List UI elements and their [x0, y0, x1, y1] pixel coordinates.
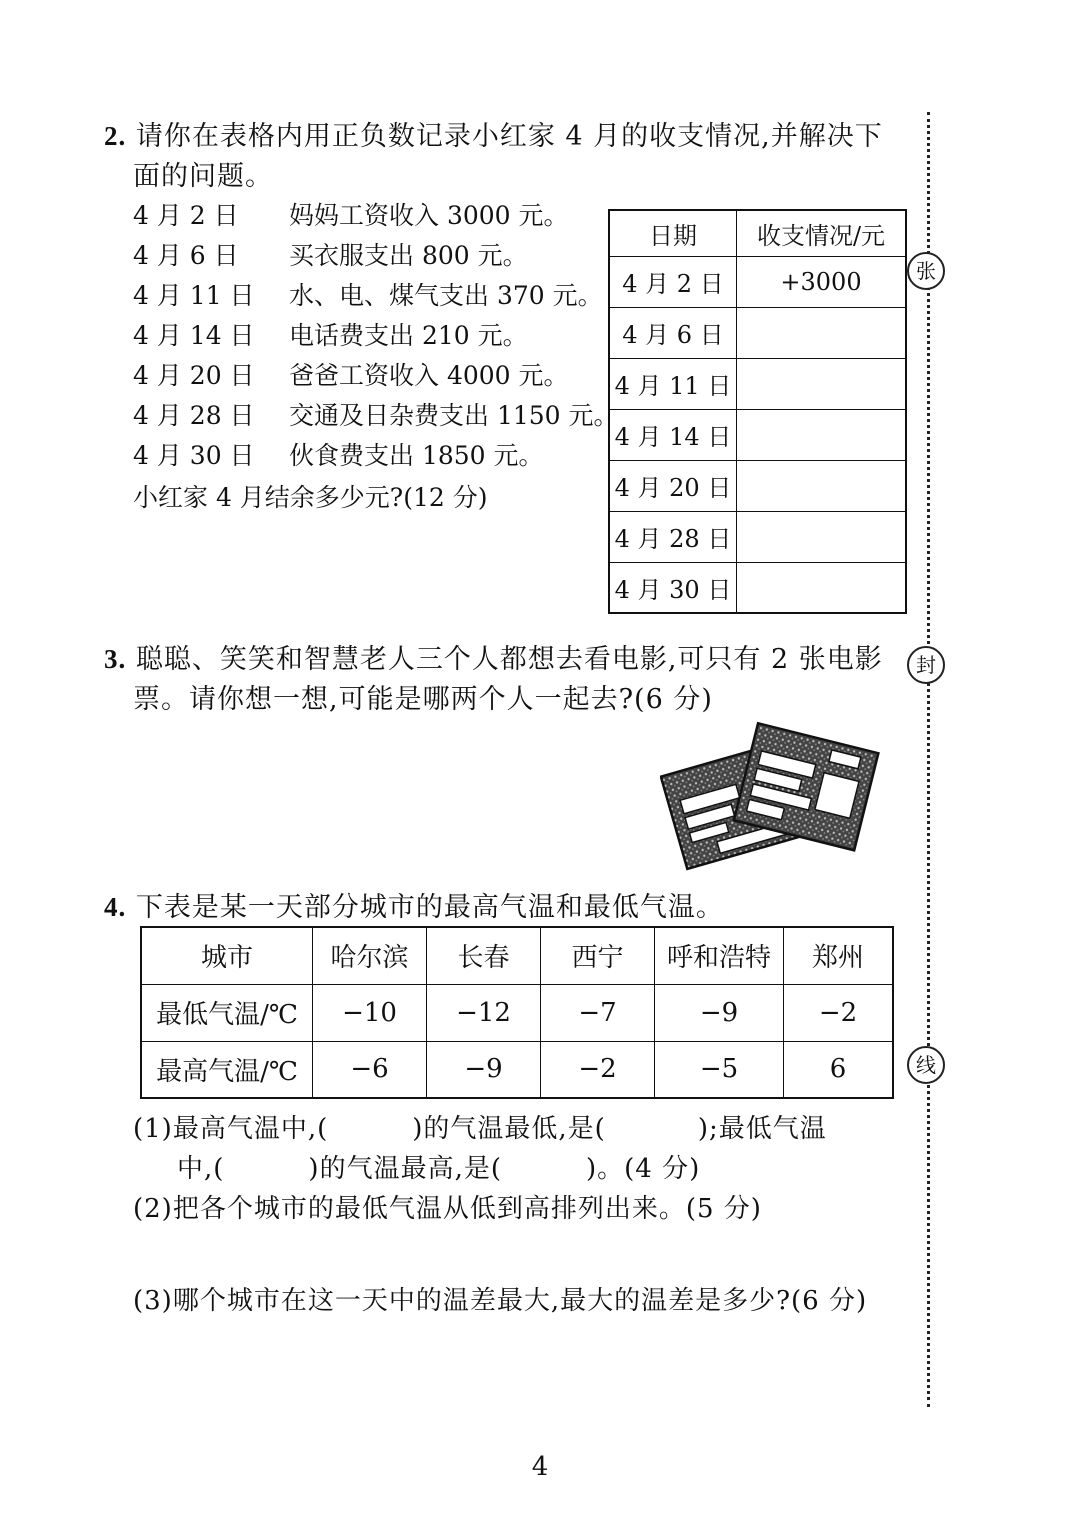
q4-sub1-part-b: )的气温最低,是( [412, 1114, 606, 1144]
table-cell-amount[interactable] [737, 562, 907, 613]
row-label: 最高气温/℃ [141, 1041, 313, 1098]
q4-number: 4. [104, 892, 127, 922]
q2-entry-text: 电话费支出 210 元。 [289, 321, 528, 350]
table-header: 西宁 [541, 927, 655, 984]
table-header: 日期 [609, 210, 737, 256]
q2-question: 小红家 4 月结余多少元?(12 分) [133, 483, 488, 512]
q4-sub2: (2)把各个城市的最低气温从低到高排列出来。(5 分) [133, 1194, 762, 1224]
q2-entry-text: 妈妈工资收入 3000 元。 [289, 201, 569, 230]
q2-entry-date: 4 月 30 日 [133, 441, 255, 470]
table-cell: −2 [784, 984, 894, 1041]
table-cell-date: 4 月 14 日 [609, 409, 737, 460]
q2-entry-date: 4 月 11 日 [133, 281, 255, 310]
q2-line2: 面的问题。 [133, 161, 273, 192]
table-cell-date: 4 月 28 日 [609, 511, 737, 562]
table-header: 郑州 [784, 927, 894, 984]
movie-tickets-illustration [660, 716, 880, 876]
q4-sub1-part-a: (1)最高气温中,( [133, 1114, 329, 1144]
q3-line2: 票。请你想一想,可能是哪两个人一起去?(6 分) [133, 684, 713, 715]
page-number: 4 [531, 1452, 549, 1482]
table-header: 收支情况/元 [737, 210, 907, 256]
q2-entry-text: 水、电、煤气支出 370 元。 [289, 281, 603, 310]
table-cell-date: 4 月 2 日 [609, 256, 737, 307]
income-expense-table [608, 209, 907, 614]
binding-mark-xian: 线 [907, 1046, 945, 1084]
table-header: 长春 [427, 927, 541, 984]
table-header: 城市 [141, 927, 313, 984]
q2-entry-date: 4 月 2 日 [133, 201, 239, 230]
q4-sub1-line2 [177, 1148, 700, 1185]
row-label: 最低气温/℃ [141, 984, 313, 1041]
table-cell: −10 [313, 984, 427, 1041]
table-cell: 6 [784, 1041, 894, 1098]
q3-number: 3. [104, 644, 127, 674]
table-cell-date: 4 月 6 日 [609, 307, 737, 358]
q2-entry-date: 4 月 20 日 [133, 361, 255, 390]
q2-entry-text: 买衣服支出 800 元。 [289, 241, 528, 270]
binding-mark-feng: 封 [907, 646, 945, 684]
q2-entry-text: 伙食费支出 1850 元。 [289, 441, 544, 470]
q2-entries [133, 196, 619, 486]
temperature-table [140, 926, 894, 1099]
q4-sub1-part-f: )。(4 分) [585, 1154, 701, 1184]
table-cell-amount[interactable] [737, 409, 907, 460]
table-cell-date: 4 月 20 日 [609, 460, 737, 511]
table-cell-amount[interactable] [737, 511, 907, 562]
q2-entry-text: 爸爸工资收入 4000 元。 [289, 361, 569, 390]
table-cell: −9 [655, 984, 784, 1041]
q4-sub1-part-e: )的气温最高,是( [308, 1154, 502, 1184]
table-cell: −6 [313, 1041, 427, 1098]
q4-sub1-line1 [133, 1108, 827, 1145]
table-cell-date: 4 月 30 日 [609, 562, 737, 613]
table-cell: −2 [541, 1041, 655, 1098]
q4-intro: 下表是某一天部分城市的最高气温和最低气温。 [135, 892, 724, 923]
q2-entry-date: 4 月 28 日 [133, 401, 255, 430]
q2-entry-date: 4 月 14 日 [133, 321, 255, 350]
table-cell-amount[interactable]: +3000 [737, 256, 907, 307]
q2-text-line1: 请你在表格内用正负数记录小红家 4 月的收支情况,并解决下 [135, 121, 883, 152]
table-cell-amount[interactable] [737, 358, 907, 409]
q3-line1 [104, 637, 883, 676]
table-cell-date: 4 月 11 日 [609, 358, 737, 409]
q4-sub1-part-c: );最低气温 [697, 1114, 827, 1144]
table-cell: −5 [655, 1041, 784, 1098]
table-cell: −9 [427, 1041, 541, 1098]
table-cell: −7 [541, 984, 655, 1041]
table-cell-amount[interactable] [737, 460, 907, 511]
q4-intro-line [104, 885, 724, 924]
q2-number: 2. [104, 121, 127, 151]
binding-mark-zhang: 张 [907, 252, 945, 290]
table-cell: −12 [427, 984, 541, 1041]
binding-dotted-line [927, 112, 930, 1407]
table-cell-amount[interactable] [737, 307, 907, 358]
table-header: 哈尔滨 [313, 927, 427, 984]
q2-entry-text: 交通及日杂费支出 1150 元。 [289, 401, 619, 430]
q2-entry-date: 4 月 6 日 [133, 241, 239, 270]
q4-sub3: (3)哪个城市在这一天中的温差最大,最大的温差是多少?(6 分) [133, 1286, 868, 1316]
table-header: 呼和浩特 [655, 927, 784, 984]
q3-text-line1: 聪聪、笑笑和智慧老人三个人都想去看电影,可只有 2 张电影 [135, 644, 883, 675]
q4-sub1-part-d: 中,( [177, 1154, 225, 1184]
q2-line1 [104, 114, 883, 153]
